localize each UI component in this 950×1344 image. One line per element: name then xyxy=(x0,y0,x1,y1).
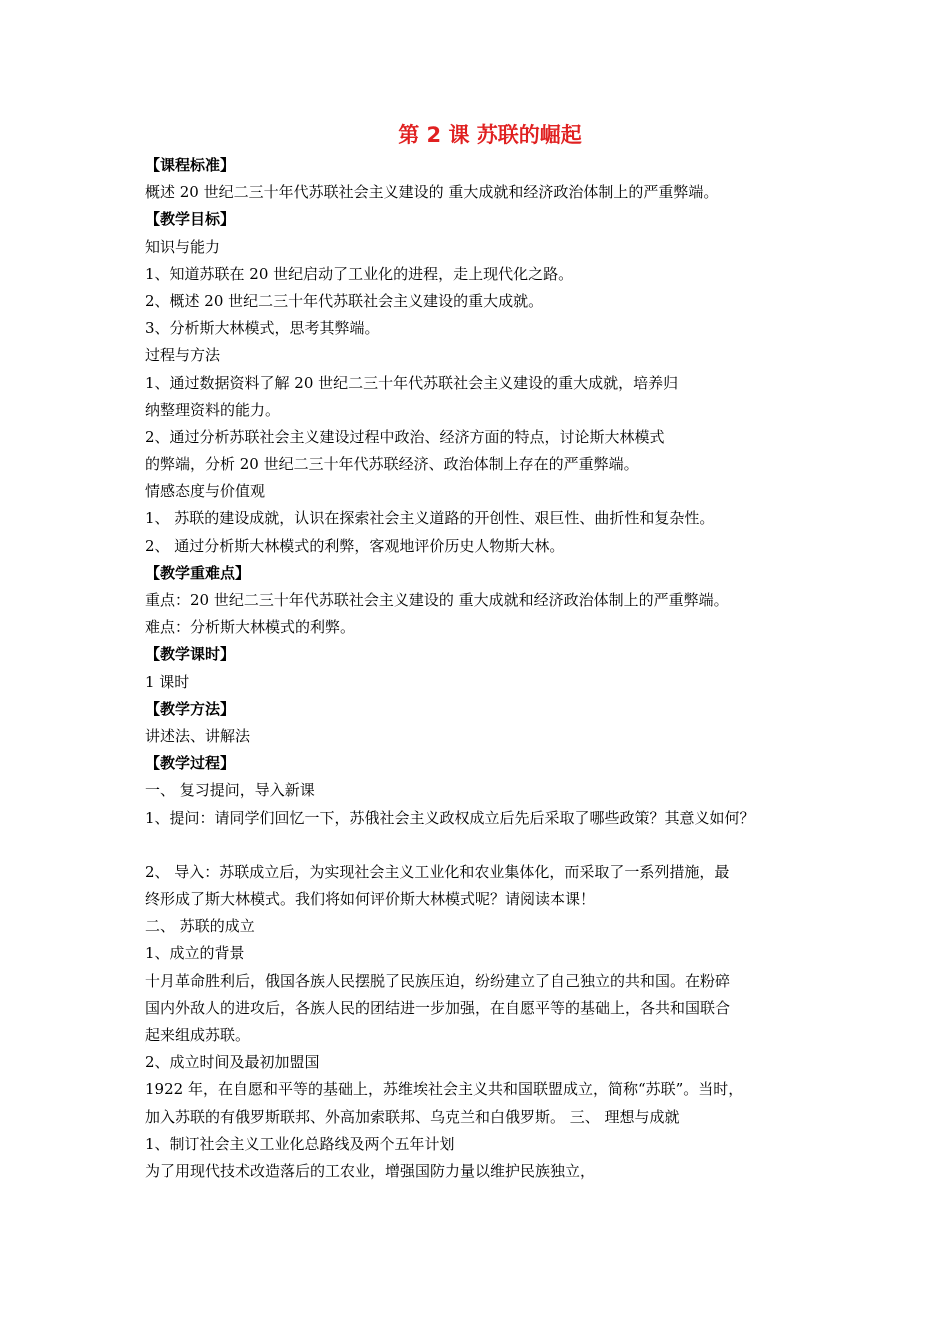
paragraph-line: 2、 导入：苏联成立后，为实现社会主义工业化和农业集体化，而采取了一系列措施，最 xyxy=(145,862,730,881)
paragraph-line: 过程与方法 xyxy=(145,346,221,365)
lesson-title: 第 2 课 苏联的崛起 xyxy=(398,123,582,147)
section-heading: 【教学目标】 xyxy=(145,210,236,229)
paragraph-line: 国内外敌人的进攻后，各族人民的团结进一步加强，在自愿平等的基础上，各共和国联合 xyxy=(145,998,731,1017)
paragraph-line: 2、通过分析苏联社会主义建设过程中政治、经济方面的特点，讨论斯大林模式 xyxy=(145,427,665,446)
document-page xyxy=(145,118,825,1185)
paragraph-line: 1、提问：请同学们回忆一下，苏俄社会主义政权成立后先后采取了哪些政策？其意义如何？ xyxy=(145,808,755,827)
paragraph-line: 2、成立时间及最初加盟国 xyxy=(145,1053,320,1072)
paragraph-line: 加入苏联的有俄罗斯联邦、外高加索联邦、乌克兰和白俄罗斯。 三、 理想与成就 xyxy=(145,1107,680,1126)
paragraph-line: 一、 复习提问，导入新课 xyxy=(145,781,315,800)
paragraph-line: 的弊端，分析 20 世纪二三十年代苏联经济、政治体制上存在的严重弊端。 xyxy=(145,455,639,474)
paragraph-line: 概述 20 世纪二三十年代苏联社会主义建设的 重大成就和经济政治体制上的严重弊端。 xyxy=(145,183,719,202)
paragraph-line: 终形成了斯大林模式。我们将如何评价斯大林模式呢？请阅读本课！ xyxy=(145,890,596,909)
paragraph-line: 1、制订社会主义工业化总路线及两个五年计划 xyxy=(145,1134,455,1153)
blank-line xyxy=(145,832,825,859)
paragraph-line: 2、概述 20 世纪二三十年代苏联社会主义建设的重大成就。 xyxy=(145,291,544,310)
section-heading: 【教学过程】 xyxy=(145,754,236,773)
paragraph-line: 难点：分析斯大林模式的利弊。 xyxy=(145,618,356,637)
section-heading: 【教学重难点】 xyxy=(145,563,251,582)
paragraph-line: 1922 年，在自愿和平等的基础上，苏维埃社会主义共和国联盟成立，简称“苏联”。当时， xyxy=(145,1080,744,1099)
paragraph-line: 重点：20 世纪二三十年代苏联社会主义建设的 重大成就和经济政治体制上的严重弊端。 xyxy=(145,591,729,609)
paragraph-line: 讲述法、讲解法 xyxy=(145,726,251,745)
paragraph-line: 纳整理资料的能力。 xyxy=(145,400,281,419)
paragraph-line: 二、 苏联的成立 xyxy=(145,917,255,936)
paragraph-line: 为了用现代技术改造落后的工农业，增强国防力量以维护民族独立， xyxy=(145,1161,596,1180)
paragraph-line: 1、通过数据资料了解 20 世纪二三十年代苏联社会主义建设的重大成就，培养归 xyxy=(145,373,679,392)
document-body xyxy=(145,152,825,1185)
paragraph-line: 十月革命胜利后，俄国各族人民摆脱了民族压迫，纷纷建立了自己独立的共和国。在粉碎 xyxy=(145,971,731,990)
paragraph-line: 1 课时 xyxy=(145,672,190,691)
paragraph-line: 3、分析斯大林模式，思考其弊端。 xyxy=(145,319,380,338)
paragraph-line: 情感态度与价值观 xyxy=(145,482,266,501)
paragraph-line: 1、 苏联的建设成就，认识在探索社会主义道路的开创性、艰巨性、曲折性和复杂性。 xyxy=(145,509,715,528)
section-heading: 【教学课时】 xyxy=(145,645,236,664)
paragraph-line: 起来组成苏联。 xyxy=(145,1026,251,1044)
paragraph-line: 1、成立的背景 xyxy=(145,944,245,963)
section-heading: 【课程标准】 xyxy=(145,156,236,174)
paragraph-line: 2、 通过分析斯大林模式的利弊，客观地评价历史人物斯大林。 xyxy=(145,536,565,555)
paragraph-line: 1、知道苏联在 20 世纪启动了工业化的进程，走上现代化之路。 xyxy=(145,264,574,283)
section-heading: 【教学方法】 xyxy=(145,699,236,718)
paragraph-line: 知识与能力 xyxy=(145,237,221,256)
